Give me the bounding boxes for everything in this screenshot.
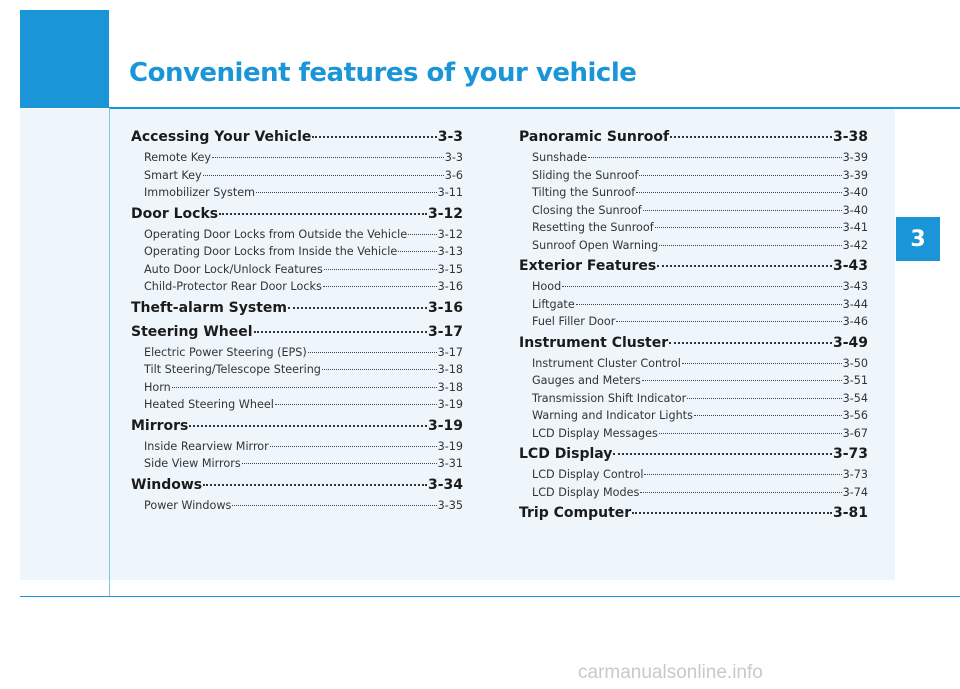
toc-entry-page: 3-73 xyxy=(832,446,868,462)
toc-subsection-entry[interactable] xyxy=(519,425,868,443)
toc-entry-page: 3-15 xyxy=(437,262,463,276)
dot-leader xyxy=(312,136,436,138)
toc-entry-label: Hood xyxy=(532,280,562,293)
dot-leader xyxy=(203,484,427,486)
toc-entry-label: Immobilizer System xyxy=(144,186,255,199)
toc-subsection-entry[interactable] xyxy=(519,313,868,331)
dot-leader xyxy=(322,369,437,370)
toc-entry-page: 3-31 xyxy=(437,457,463,470)
dot-leader xyxy=(308,352,437,353)
toc-entry-label: Instrument Cluster xyxy=(519,334,669,351)
toc-entry-page: 3-6 xyxy=(444,168,463,182)
toc-entry-page: 3-17 xyxy=(427,323,463,340)
toc-entry-page: 3-16 xyxy=(427,299,463,316)
toc-entry-page: 3-17 xyxy=(437,345,463,359)
watermark: carmanualsonline.info xyxy=(578,662,763,683)
toc-entry-page: 3-13 xyxy=(437,245,463,258)
dot-leader xyxy=(687,398,841,399)
toc-subsection-entry[interactable] xyxy=(519,202,868,220)
toc-entry-label: Sunshade xyxy=(532,151,588,164)
dot-leader xyxy=(657,265,832,267)
toc-entry-page: 3-35 xyxy=(437,498,463,512)
toc-entry-label: Theft-alarm System xyxy=(131,299,287,316)
header-blue-block xyxy=(20,10,109,108)
toc-entry-label: Operating Door Locks from Inside the Vehicle xyxy=(144,245,398,258)
toc-subsection-entry[interactable] xyxy=(519,355,868,373)
dot-leader xyxy=(203,175,444,176)
toc-entry-label: Transmission Shift Indicator xyxy=(532,391,687,405)
toc-entry-label: Power Windows xyxy=(144,498,232,512)
toc-entry-label: Smart Key xyxy=(144,168,202,182)
toc-entry-page: 3-43 xyxy=(832,258,868,274)
toc-subsection-entry[interactable] xyxy=(131,344,463,362)
dot-leader xyxy=(232,505,436,506)
toc-section-entry[interactable] xyxy=(131,296,463,320)
toc-subsection-entry[interactable] xyxy=(131,243,463,261)
toc-entry-label: Sunroof Open Warning xyxy=(532,238,659,252)
toc-entry-page: 3-40 xyxy=(842,203,868,217)
toc-section-entry[interactable] xyxy=(519,254,868,278)
dot-leader xyxy=(324,269,437,270)
toc-right-column xyxy=(519,125,868,525)
dot-leader xyxy=(398,251,436,252)
toc-subsection-entry[interactable] xyxy=(131,379,463,397)
toc-entry-page: 3-39 xyxy=(842,168,868,182)
toc-entry-page: 3-40 xyxy=(842,186,868,199)
toc-entry-page: 3-44 xyxy=(842,297,868,311)
toc-subsection-entry[interactable] xyxy=(519,407,868,425)
toc-entry-label: LCD Display Messages xyxy=(532,426,658,440)
toc-entry-label: Remote Key xyxy=(144,151,212,164)
dot-leader xyxy=(288,307,427,309)
toc-subsection-entry[interactable] xyxy=(519,278,868,296)
dot-leader xyxy=(189,425,427,427)
toc-entry-page: 3-18 xyxy=(437,363,463,376)
toc-subsection-entry[interactable] xyxy=(131,396,463,414)
toc-entry-page: 3-3 xyxy=(437,129,463,145)
toc-subsection-entry[interactable] xyxy=(519,372,868,390)
dot-leader xyxy=(323,286,437,287)
toc-section-entry[interactable] xyxy=(131,202,463,226)
dot-leader xyxy=(270,446,437,447)
dot-leader xyxy=(275,404,437,405)
toc-subsection-entry[interactable] xyxy=(131,226,463,244)
dot-leader xyxy=(655,227,842,228)
toc-entry-label: Exterior Features xyxy=(519,258,657,274)
toc-entry-label: Heated Steering Wheel xyxy=(144,398,274,411)
toc-entry-page: 3-12 xyxy=(437,227,463,241)
toc-entry-label: Tilt Steering/Telescope Steering xyxy=(144,363,321,376)
toc-subsection-entry[interactable] xyxy=(131,278,463,296)
toc-entry-page: 3-73 xyxy=(842,468,868,481)
dot-leader xyxy=(682,363,842,364)
toc-entry-label: Inside Rearview Mirror xyxy=(144,439,269,453)
toc-entry-page: 3-51 xyxy=(842,374,868,387)
toc-entry-label: Horn xyxy=(144,380,171,394)
toc-entry-label: Fuel Filler Door xyxy=(532,315,616,328)
toc-entry-page: 3-81 xyxy=(832,505,868,521)
toc-entry-page: 3-54 xyxy=(842,391,868,405)
toc-entry-page: 3-43 xyxy=(842,280,868,293)
dot-leader xyxy=(256,192,437,193)
toc-entry-label: Closing the Sunroof xyxy=(532,203,642,217)
toc-entry-page: 3-39 xyxy=(842,151,868,164)
dot-leader xyxy=(659,433,842,434)
dot-leader xyxy=(694,415,842,416)
toc-subsection-entry[interactable] xyxy=(131,455,463,473)
toc-entry-label: Gauges and Meters xyxy=(532,374,641,387)
toc-section-entry[interactable] xyxy=(131,414,463,438)
toc-subsection-entry[interactable] xyxy=(519,296,868,314)
toc-entry-label: Accessing Your Vehicle xyxy=(131,129,312,145)
toc-subsection-entry[interactable] xyxy=(131,438,463,456)
dot-leader xyxy=(632,512,832,514)
toc-subsection-entry[interactable] xyxy=(519,149,868,167)
toc-entry-label: Steering Wheel xyxy=(131,323,253,340)
dot-leader xyxy=(616,321,841,322)
toc-entry-page: 3-74 xyxy=(842,485,868,499)
toc-entry-page: 3-42 xyxy=(842,238,868,252)
toc-entry-page: 3-16 xyxy=(437,280,463,293)
toc-entry-page: 3-19 xyxy=(427,417,463,434)
toc-entry-label: Sliding the Sunroof xyxy=(532,168,639,182)
toc-entry-label: LCD Display Control xyxy=(532,468,644,481)
toc-entry-page: 3-19 xyxy=(437,398,463,411)
dot-leader xyxy=(254,331,427,333)
dot-leader xyxy=(588,157,842,158)
toc-section-entry[interactable] xyxy=(131,473,463,497)
toc-entry-page: 3-18 xyxy=(437,380,463,394)
toc-section-entry[interactable] xyxy=(131,320,463,344)
dot-leader xyxy=(669,342,832,344)
toc-subsection-entry[interactable] xyxy=(131,167,463,185)
toc-entry-page: 3-19 xyxy=(437,439,463,453)
footer-rule xyxy=(20,596,960,597)
toc-section-entry[interactable] xyxy=(131,125,463,149)
dot-leader xyxy=(576,304,842,305)
toc-subsection-entry[interactable] xyxy=(519,237,868,255)
toc-subsection-entry[interactable] xyxy=(519,184,868,202)
toc-subsection-entry[interactable] xyxy=(131,497,463,515)
dot-leader xyxy=(670,136,832,138)
toc-subsection-entry[interactable] xyxy=(131,261,463,279)
toc-entry-label: Liftgate xyxy=(532,297,575,311)
toc-entry-page: 3-11 xyxy=(437,186,463,199)
toc-entry-label: LCD Display xyxy=(519,446,613,462)
dot-leader xyxy=(562,286,841,287)
toc-entry-page: 3-3 xyxy=(444,151,463,164)
toc-subsection-entry[interactable] xyxy=(131,361,463,379)
toc-entry-page: 3-34 xyxy=(427,476,463,493)
toc-entry-label: Child-Protector Rear Door Locks xyxy=(144,280,322,293)
toc-section-entry[interactable] xyxy=(519,501,868,525)
toc-subsection-entry[interactable] xyxy=(131,184,463,202)
toc-left-column xyxy=(131,125,463,514)
dot-leader xyxy=(636,192,841,193)
toc-entry-label: Panoramic Sunroof xyxy=(519,129,670,145)
toc-entry-page: 3-38 xyxy=(832,129,868,145)
toc-entry-page: 3-46 xyxy=(842,315,868,328)
toc-entry-label: Side View Mirrors xyxy=(144,457,241,470)
dot-leader xyxy=(408,234,436,235)
dot-leader xyxy=(643,210,842,211)
toc-entry-label: LCD Display Modes xyxy=(532,485,640,499)
toc-entry-label: Instrument Cluster Control xyxy=(532,356,681,370)
toc-entry-page: 3-50 xyxy=(842,356,868,370)
toc-entry-page: 3-12 xyxy=(427,205,463,222)
toc-subsection-entry[interactable] xyxy=(519,466,868,484)
toc-subsection-entry[interactable] xyxy=(519,390,868,408)
toc-section-entry[interactable] xyxy=(519,331,868,355)
toc-entry-page: 3-41 xyxy=(842,221,868,234)
toc-subsection-entry[interactable] xyxy=(519,219,868,237)
toc-entry-label: Mirrors xyxy=(131,417,189,434)
toc-entry-label: Windows xyxy=(131,476,203,493)
dot-leader xyxy=(644,474,841,475)
toc-entry-label: Warning and Indicator Lights xyxy=(532,409,693,422)
toc-entry-page: 3-67 xyxy=(842,426,868,440)
dot-leader xyxy=(242,463,437,464)
toc-entry-page: 3-56 xyxy=(842,409,868,422)
dot-leader xyxy=(639,175,841,176)
dot-leader xyxy=(640,492,841,493)
toc-subsection-entry[interactable] xyxy=(131,149,463,167)
toc-entry-label: Tilting the Sunroof xyxy=(532,186,636,199)
toc-entry-label: Electric Power Steering (EPS) xyxy=(144,345,307,359)
toc-entry-label: Operating Door Locks from Outside the Vehicle xyxy=(144,227,408,241)
dot-leader xyxy=(172,387,437,388)
toc-entry-label: Auto Door Lock/Unlock Features xyxy=(144,262,323,276)
dot-leader xyxy=(659,245,841,246)
dot-leader xyxy=(642,380,842,381)
toc-subsection-entry[interactable] xyxy=(519,484,868,502)
chapter-tab[interactable]: 3 xyxy=(896,217,940,261)
toc-entry-label: Resetting the Sunroof xyxy=(532,221,654,234)
margin-line xyxy=(109,108,110,597)
dot-leader xyxy=(212,157,444,158)
toc-entry-label: Door Locks xyxy=(131,205,219,222)
page-title: Convenient features of your vehicle xyxy=(129,58,637,88)
toc-entry-label: Trip Computer xyxy=(519,505,632,521)
toc-section-entry[interactable] xyxy=(519,125,868,149)
toc-entry-page: 3-49 xyxy=(832,334,868,351)
dot-leader xyxy=(613,453,832,455)
dot-leader xyxy=(219,213,427,215)
toc-subsection-entry[interactable] xyxy=(519,167,868,185)
toc-section-entry[interactable] xyxy=(519,442,868,466)
